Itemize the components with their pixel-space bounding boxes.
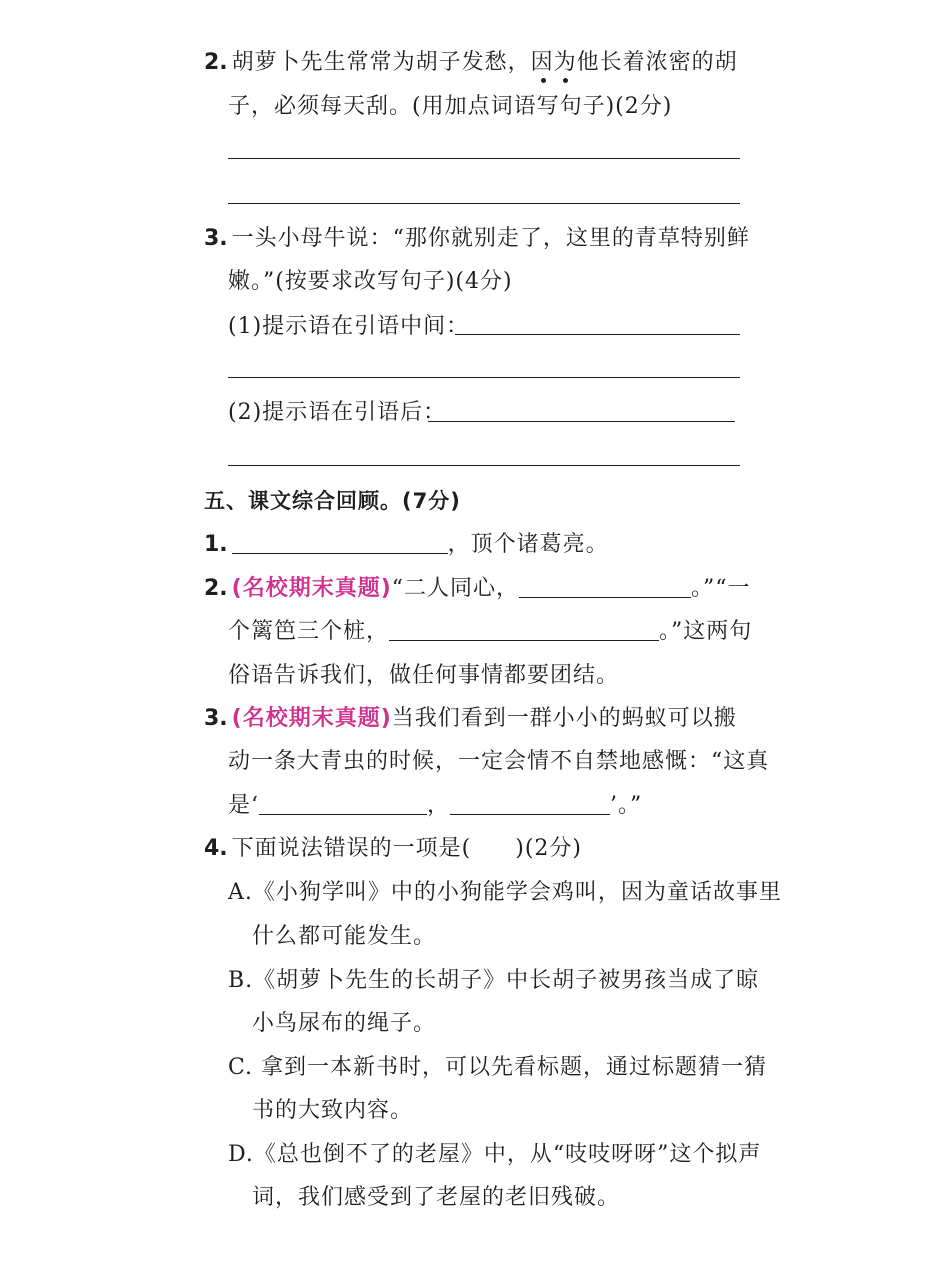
fill-blank[interactable] — [450, 792, 610, 815]
option-c-line2: 书的大致内容。 — [252, 1098, 414, 1123]
s5q2-text-b: 。”“一 — [691, 576, 751, 601]
q2-line1 — [204, 48, 738, 78]
q3-line1 — [204, 224, 750, 254]
fill-blank[interactable] — [259, 792, 427, 815]
s5q3-number: 3. — [204, 706, 228, 731]
option-c-line1: C. 拿到一本新书时，可以先看标题，通过标题猜一猜 — [228, 1055, 768, 1080]
option-a-line1: A.《小狗学叫》中的小狗能学会鸡叫，因为童话故事里 — [228, 880, 782, 905]
s5q3-text-line3a: 是‘ — [228, 793, 259, 818]
fill-blank[interactable] — [389, 618, 659, 641]
s5q4-number: 4. — [204, 836, 228, 861]
option-d-line2: 词，我们感受到了老屋的老旧残破。 — [252, 1185, 621, 1210]
q3-sub1 — [228, 312, 469, 342]
s5q2-line2 — [228, 617, 752, 647]
answer-line[interactable] — [228, 377, 740, 378]
q3-number: 3. — [204, 226, 228, 251]
source-tag: (名校期末真题) — [231, 706, 392, 731]
fill-blank[interactable] — [232, 531, 448, 554]
q3-text-line1: 一头小母牛说：“那你就别走了，这里的青草特别鲜 — [231, 226, 750, 251]
fill-blank[interactable] — [519, 575, 691, 598]
option-d-line1: D.《总也倒不了的老屋》中，从“吱吱呀呀”这个拟声 — [228, 1142, 762, 1167]
s5q3-text-line3c: ’。” — [610, 793, 643, 818]
answer-line[interactable] — [228, 465, 740, 466]
option-a-line2: 什么都可能发生。 — [252, 924, 437, 949]
s5q2-text-line3: 俗语告诉我们，做任何事情都要团结。 — [228, 663, 620, 688]
section-5-title: 五、课文综合回顾。(7分) — [204, 489, 461, 513]
q2-text-line2: 子，必须每天刮。(用加点词语写句子)(2分) — [228, 94, 673, 119]
s5q3-text-line1: 当我们看到一群小小的蚂蚁可以搬 — [391, 706, 737, 731]
q2-number: 2. — [204, 50, 228, 75]
s5q2-line1 — [204, 574, 751, 604]
s5q4-stem-a: 下面说法错误的一项是( — [231, 836, 472, 861]
s5q3-text-line2: 动一条大青虫的时候，一定会情不自禁地感慨：“这真 — [228, 749, 770, 774]
s5q2-text-a: “二人同心， — [391, 576, 520, 601]
s5q2-number: 2. — [204, 576, 228, 601]
s5q2-text-line2a: 个篱笆三个桩， — [228, 619, 390, 644]
option-b-line2: 小鸟尿布的绳子。 — [252, 1011, 437, 1036]
option-b-line1: B.《胡萝卜先生的长胡子》中长胡子被男孩当成了晾 — [228, 968, 760, 993]
s5q1-text: ，顶个诸葛亮。 — [447, 532, 609, 557]
answer-line[interactable] — [455, 334, 740, 335]
s5q2-text-line2b: 。”这两句 — [659, 619, 753, 644]
q2-text-line1: 胡萝卜先生常常为胡子发愁，因为他长着浓密的胡 — [231, 50, 738, 75]
s5q3-text-line3b: ， — [427, 793, 451, 818]
emphasis-dot — [541, 78, 546, 83]
source-tag: (名校期末真题) — [231, 576, 392, 601]
s5q1-line — [204, 530, 609, 560]
q3-sub1-label: (1)提示语在引语中间： — [228, 314, 470, 339]
answer-line[interactable] — [228, 203, 740, 204]
s5q4-stem-b: )(2分) — [515, 836, 583, 861]
emphasis-dot — [563, 78, 568, 83]
s5q4-stem — [204, 834, 582, 864]
answer-line[interactable] — [428, 421, 735, 422]
q3-text-line2: 嫩。”(按要求改写句子)(4分) — [228, 269, 513, 294]
q3-sub2-label: (2)提示语在引语后： — [228, 400, 447, 425]
s5q3-line1 — [204, 704, 737, 734]
s5q1-number: 1. — [204, 532, 228, 557]
s5q3-line3 — [228, 791, 642, 821]
q3-sub2 — [228, 398, 446, 428]
answer-line[interactable] — [228, 158, 740, 159]
